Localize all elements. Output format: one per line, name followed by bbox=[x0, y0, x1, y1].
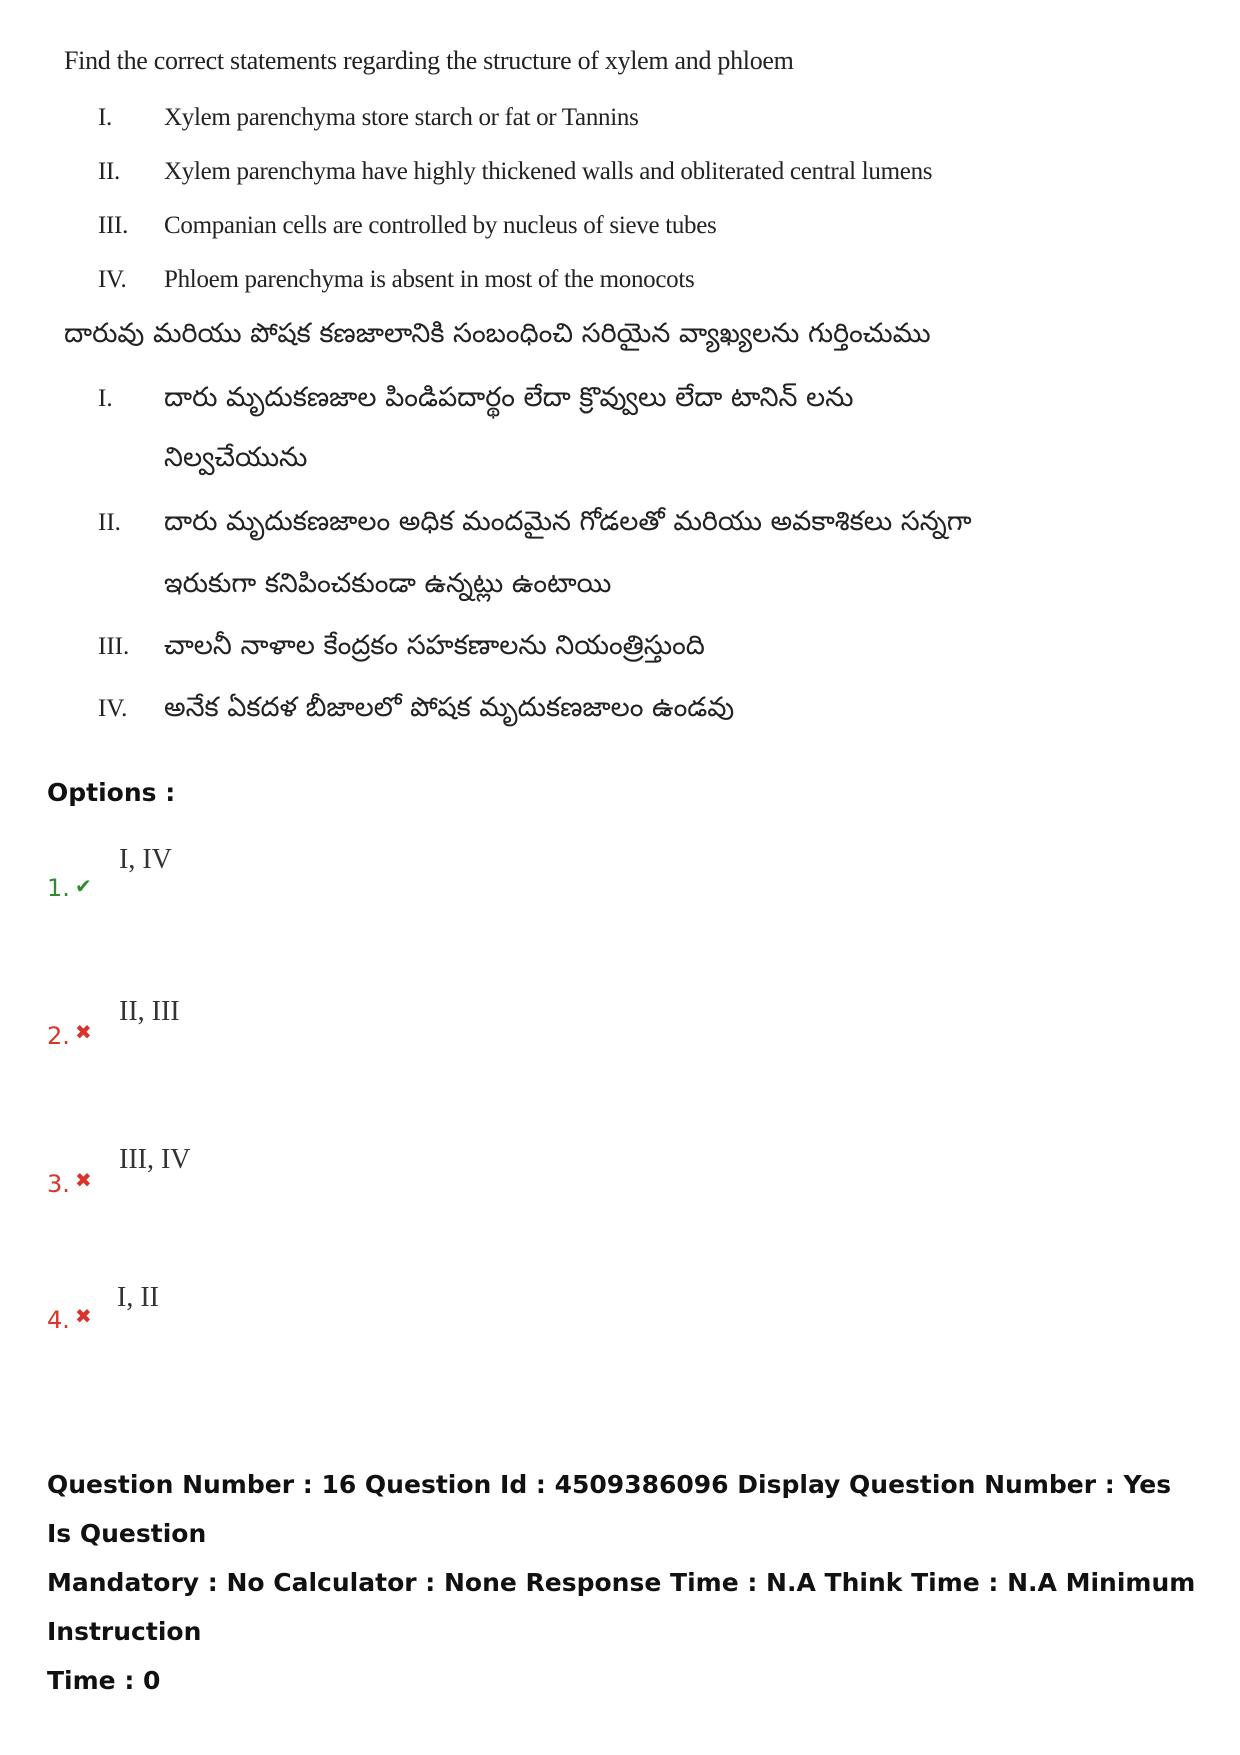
statement-text: దారు మృదుకణజాల పిండిపదార్థం లేదా క్రొవ్వులు లేదా టానిన్ లను bbox=[164, 382, 854, 413]
question-metadata bbox=[47, 1460, 1197, 1705]
statement-4 bbox=[98, 266, 694, 294]
statement-number: I. bbox=[98, 385, 113, 412]
statement-text: Xylem parenchyma have highly thickened walls and obliterated central lumens bbox=[164, 158, 933, 185]
cross-icon: ✖ bbox=[75, 1168, 92, 1192]
option-index: 4. bbox=[47, 1306, 70, 1334]
statement-number: III. bbox=[98, 212, 129, 239]
options-label: Options : bbox=[47, 778, 176, 807]
option-1 bbox=[47, 840, 447, 900]
option-value: I, II bbox=[117, 1282, 159, 1313]
cross-icon: ✖ bbox=[75, 1020, 92, 1044]
statement-text: Xylem parenchyma store starch or fat or Tannins bbox=[164, 104, 639, 131]
statement-number: I. bbox=[98, 104, 112, 131]
statement-number: III. bbox=[98, 633, 130, 660]
statement-number: IV. bbox=[98, 266, 127, 293]
statement-number: II. bbox=[98, 158, 121, 185]
statement-text: Companian cells are controlled by nucleus of sieve tubes bbox=[164, 212, 717, 239]
telugu-question-title: దారువు మరియు పోషక కణజాలానికి సంబంధించి సరియైన వ్యాఖ్యలను గుర్తించుము bbox=[64, 318, 931, 349]
option-index: 2. bbox=[47, 1022, 70, 1050]
question-title: Find the correct statements regarding the structure of xylem and phloem bbox=[64, 46, 794, 75]
statement-3 bbox=[98, 212, 716, 240]
statement-text: Phloem parenchyma is absent in most of the monocots bbox=[164, 266, 695, 293]
option-index: 1. bbox=[47, 874, 70, 902]
metadata-line: Time : 0 bbox=[47, 1666, 161, 1695]
option-index: 3. bbox=[47, 1170, 70, 1198]
option-2 bbox=[47, 992, 447, 1052]
statement-1 bbox=[98, 104, 639, 132]
telugu-statement-2 bbox=[98, 506, 972, 544]
statement-number: II. bbox=[98, 509, 121, 536]
metadata-line: Question Number : 16 Question Id : 4509386096 Display Question Number : Yes Is Question bbox=[47, 1470, 1172, 1548]
metadata-line: Mandatory : No Calculator : None Response Time : N.A Think Time : N.A Minimum Instruction bbox=[47, 1568, 1196, 1646]
statement-text: అనేక ఏకదళ బీజాలలో పోషక మృదుకణజాలం ఉండవు bbox=[164, 692, 735, 723]
telugu-statement-3 bbox=[98, 630, 705, 668]
option-value: III, IV bbox=[119, 1144, 191, 1175]
option-value: I, IV bbox=[119, 844, 172, 875]
cross-icon: ✖ bbox=[75, 1304, 92, 1328]
telugu-statement-2-continued: ఇరుకుగా కనిపించకుండా ఉన్నట్లు ఉంటాయి bbox=[164, 568, 612, 599]
statement-text: చాలనీ నాళాల కేంద్రకం సహకణాలను నియంత్రిస్తుంది bbox=[164, 630, 705, 661]
statement-2 bbox=[98, 158, 932, 186]
telugu-statement-4 bbox=[98, 692, 734, 730]
statement-text: దారు మృదుకణజాలం అధిక మందమైన గోడలతో మరియు అవకాశికలు సన్నగా bbox=[164, 506, 972, 537]
question-image bbox=[58, 40, 972, 740]
option-value: II, III bbox=[119, 996, 180, 1027]
telugu-statement-1 bbox=[98, 382, 854, 420]
option-3 bbox=[47, 1140, 447, 1200]
telugu-statement-1-continued: నిల్వచేయును bbox=[164, 442, 308, 473]
option-4 bbox=[47, 1282, 447, 1342]
statement-number: IV. bbox=[98, 695, 128, 722]
check-icon: ✔ bbox=[75, 874, 92, 898]
